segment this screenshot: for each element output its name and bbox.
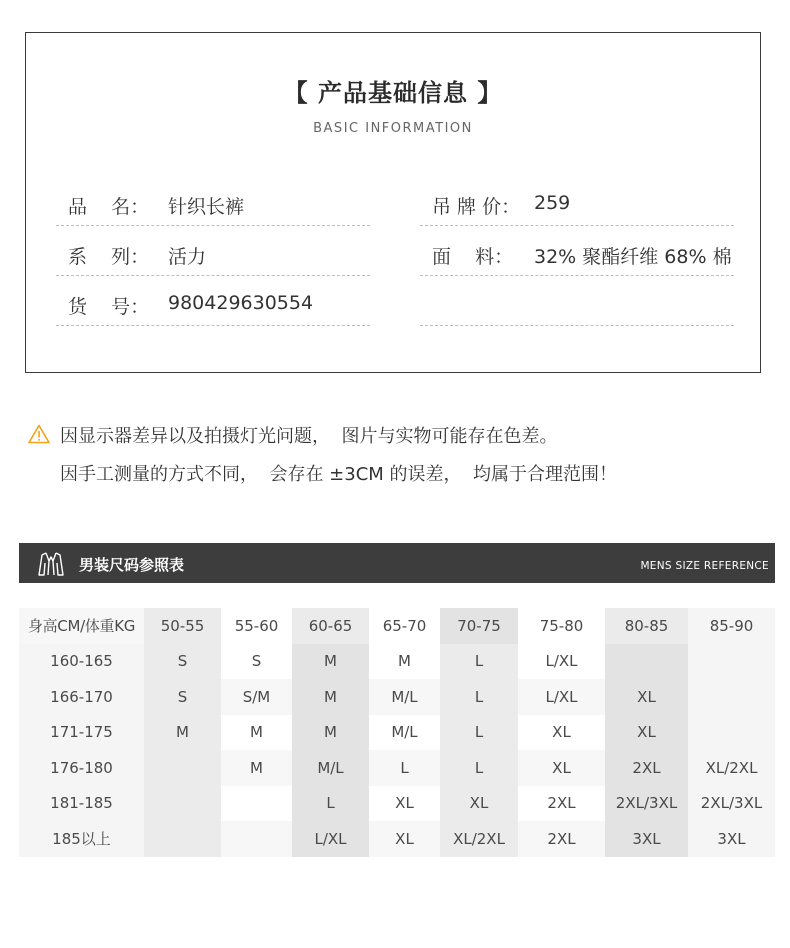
info-value: 活力 [168, 246, 207, 268]
size-cell: 2XL [518, 786, 605, 822]
height-range-cell: 171-175 [19, 715, 144, 751]
notice-text-2: 因手工测量的方式不同， 会存在 ±3CM 的误差， 均属于合理范围！ [60, 464, 617, 485]
table-header-cell: 50-55 [144, 608, 221, 644]
size-cell: L [292, 786, 369, 822]
size-cell: XL [369, 821, 440, 857]
size-cell: 2XL/3XL [605, 786, 688, 822]
size-cell: S [144, 644, 221, 680]
size-cell: M/L [369, 679, 440, 715]
size-cell: S [221, 644, 292, 680]
size-cell: L [440, 750, 518, 786]
size-cell: M [221, 750, 292, 786]
size-cell: M/L [369, 715, 440, 751]
height-range-cell: 181-185 [19, 786, 144, 822]
size-cell: 3XL [688, 821, 775, 857]
info-title: 【 产品基础信息 】 [283, 79, 503, 107]
info-value: 针织长裤 [168, 196, 245, 218]
table-header-cell: 75-80 [518, 608, 605, 644]
size-cell [144, 786, 221, 822]
info-value: 32% 聚酯纤维 68% 棉 [534, 246, 732, 268]
size-cell: L [440, 679, 518, 715]
size-cell: L [440, 644, 518, 680]
size-cell: S/M [221, 679, 292, 715]
size-cell: M [221, 715, 292, 751]
size-cell: XL [518, 715, 605, 751]
size-cell: L [369, 750, 440, 786]
table-row [19, 644, 775, 680]
size-cell [144, 821, 221, 857]
info-row-empty [420, 280, 734, 326]
info-value: 980429630554 [168, 292, 314, 314]
jacket-logo-icon [37, 551, 65, 577]
table-header-cell: 70-75 [440, 608, 518, 644]
size-cell: 2XL/3XL [688, 786, 775, 822]
size-chart-header [19, 543, 775, 583]
info-subtitle: BASIC INFORMATION [313, 121, 473, 136]
height-range-cell: 176-180 [19, 750, 144, 786]
info-row-item-number [56, 280, 370, 326]
size-cell [221, 821, 292, 857]
height-range-cell: 160-165 [19, 644, 144, 680]
notice-text-1: 因显示器差异以及拍摄灯光问题， 图片与实物可能存在色差。 [60, 426, 558, 447]
size-cell: XL [518, 750, 605, 786]
size-cell: L/XL [518, 679, 605, 715]
size-cell [605, 644, 688, 680]
info-row-name [56, 180, 370, 226]
info-label: 吊 牌 价： [432, 196, 521, 218]
size-cell [688, 679, 775, 715]
size-chart-title: 男装尺码参照表 [79, 556, 185, 574]
size-chart-title-en: MENS SIZE REFERENCE [640, 560, 769, 572]
table-row [19, 786, 775, 822]
size-cell: 2XL [605, 750, 688, 786]
size-cell: M [144, 715, 221, 751]
size-cell: M [292, 715, 369, 751]
table-header-cell: 65-70 [369, 608, 440, 644]
size-cell [688, 644, 775, 680]
info-row-tag-price [420, 180, 734, 226]
size-cell: M [369, 644, 440, 680]
table-row [19, 679, 775, 715]
size-cell: XL [369, 786, 440, 822]
table-header-cell: 身高CM/体重KG [19, 608, 144, 644]
info-row-series [56, 230, 370, 276]
warning-triangle-icon [28, 424, 50, 444]
info-label: 品 名： [68, 196, 150, 218]
size-table [19, 608, 775, 857]
size-cell: XL/2XL [440, 821, 518, 857]
size-cell: XL [605, 679, 688, 715]
size-cell: XL [605, 715, 688, 751]
info-label: 货 号： [68, 296, 150, 318]
height-range-cell: 166-170 [19, 679, 144, 715]
table-header-row [19, 608, 775, 644]
size-cell: L [440, 715, 518, 751]
size-cell: M/L [292, 750, 369, 786]
size-cell: M [292, 644, 369, 680]
info-value: 259 [534, 192, 571, 214]
size-cell: 2XL [518, 821, 605, 857]
size-cell [144, 750, 221, 786]
size-cell: XL [440, 786, 518, 822]
basic-info-panel [25, 32, 761, 373]
table-header-cell: 80-85 [605, 608, 688, 644]
size-cell: L/XL [518, 644, 605, 680]
height-range-cell: 185以上 [19, 821, 144, 857]
size-cell: S [144, 679, 221, 715]
table-header-cell: 60-65 [292, 608, 369, 644]
info-row-fabric [420, 230, 734, 276]
table-row [19, 821, 775, 857]
table-header-cell: 55-60 [221, 608, 292, 644]
table-header-cell: 85-90 [688, 608, 775, 644]
size-cell: L/XL [292, 821, 369, 857]
size-cell: M [292, 679, 369, 715]
size-cell: 3XL [605, 821, 688, 857]
table-row [19, 715, 775, 751]
size-cell [221, 786, 292, 822]
info-label: 系 列： [68, 246, 150, 268]
info-label: 面 料： [432, 246, 514, 268]
size-cell: XL/2XL [688, 750, 775, 786]
table-row [19, 750, 775, 786]
size-cell [688, 715, 775, 751]
